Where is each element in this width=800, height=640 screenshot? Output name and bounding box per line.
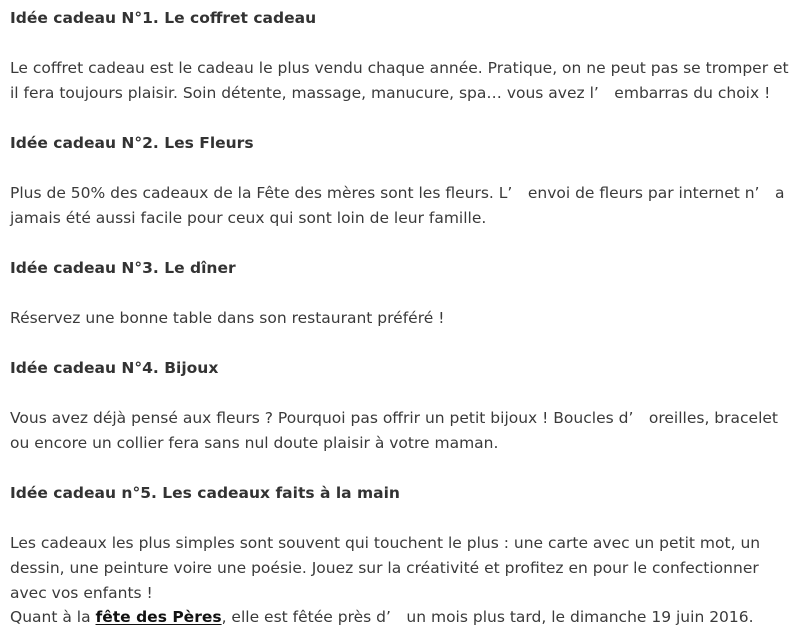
section-2-text: Plus de 50% des cadeaux de la Fête des mères sont les fleurs. L’ envoi de fleurs par internet n’ a jamais été aussi facile pour ceux qui sont loin de leur famille. (10, 184, 785, 227)
closing-paragraph (10, 605, 792, 630)
closing-suffix: , elle est fêtée près d’ un mois plus tard, le dimanche 19 juin 2016. (221, 608, 754, 626)
section-1-text: Le coffret cadeau est le cadeau le plus vendu chaque année. Pratique, on ne peut pas se tromper et il fera toujours plaisir. Soin détente, massage, manucure, spa… vous avez l’ embarras du choix ! (10, 59, 789, 102)
section-4-text: Vous avez déjà pensé aux fleurs ? Pourquoi pas offrir un petit bijoux ! Boucles d’ oreilles, bracelet ou encore un collier fera sans nul doute plaisir à votre maman. (10, 409, 778, 452)
section-3-heading: Idée cadeau N°3. Le dîner (10, 259, 236, 277)
section-2-heading: Idée cadeau N°2. Les Fleurs (10, 134, 254, 152)
fete-des-peres-link[interactable]: fête des Pères (95, 608, 222, 626)
section-3-text: Réservez une bonne table dans son restaurant préféré ! (10, 309, 445, 327)
section-5-heading: Idée cadeau n°5. Les cadeaux faits à la main (10, 484, 400, 502)
closing-prefix: Quant à la (10, 608, 96, 626)
section-1-heading: Idée cadeau N°1. Le coffret cadeau (10, 9, 317, 27)
section-4-heading: Idée cadeau N°4. Bijoux (10, 359, 219, 377)
section-5-text: Les cadeaux les plus simples sont souvent qui touchent le plus : une carte avec un petit mot, un dessin, une peinture voire une poésie. Jouez sur la créativité et profitez en pour le confectionner avec vos enfants ! (10, 534, 761, 602)
